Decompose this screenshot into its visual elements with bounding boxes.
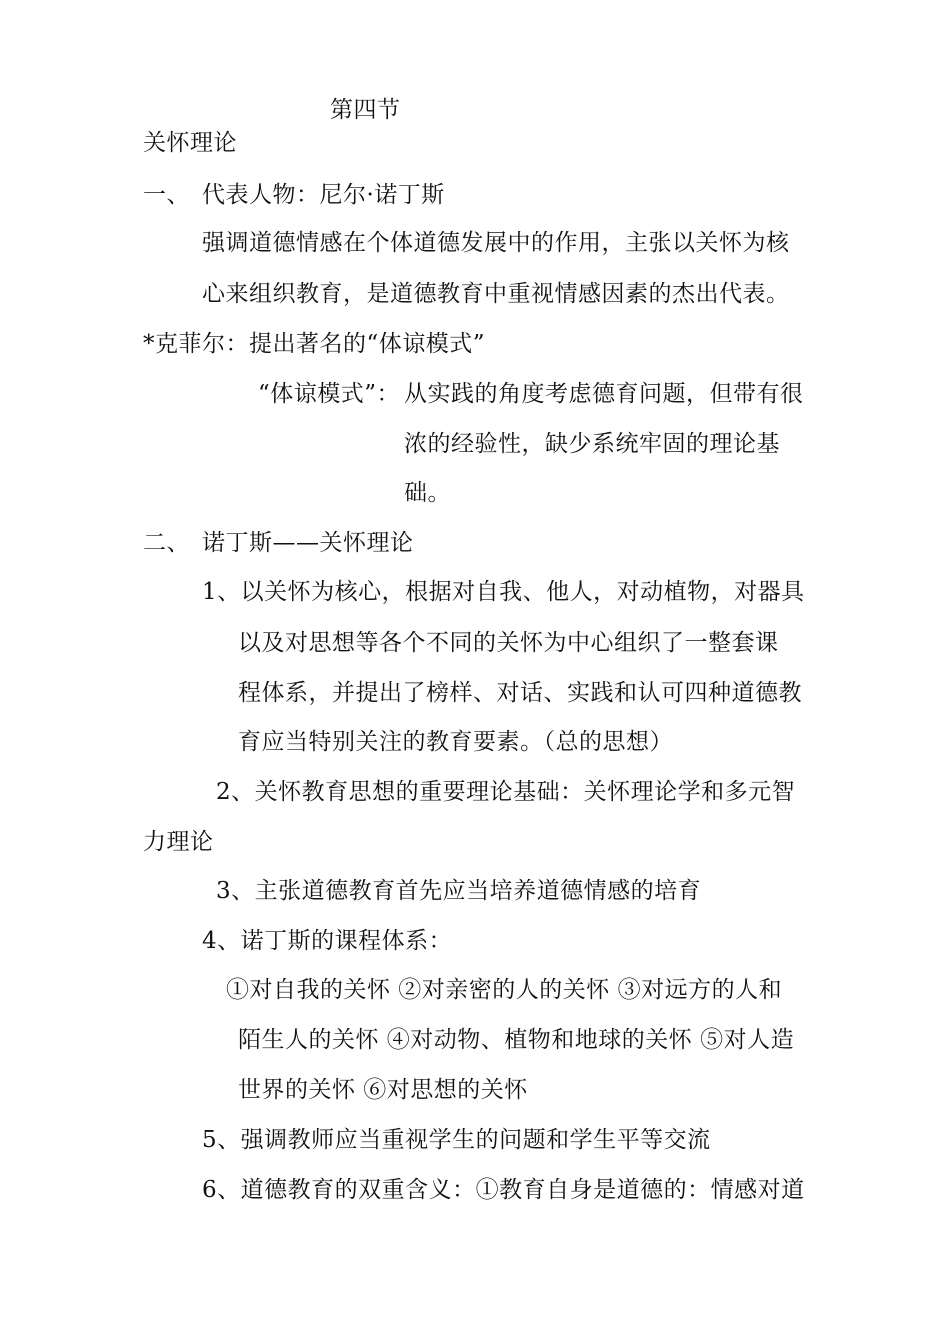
list-item-2-line: 力理论 [143,829,214,855]
curriculum-line: 世界的关怀 ⑥对思想的关怀 [238,1077,528,1103]
section-heading: 第四节 [330,97,401,123]
list-item-6: 6、道德教育的双重含义：①教育自身是道德的：情感对道 [202,1177,805,1203]
heading-2-number: 二、 [143,530,190,556]
kohlberg-note: *克菲尔：提出著名的“体谅模式” [143,331,486,357]
list-item-1-line: 1、以关怀为核心，根据对自我、他人，对动植物，对器具 [202,579,805,605]
list-item-1-line: 育应当特别关注的教育要素。（总的思想） [238,729,673,755]
list-item-4: 4、诺丁斯的课程体系： [202,928,453,954]
curriculum-line: ①对自我的关怀 ②对亲密的人的关怀 ③对远方的人和 [226,977,783,1003]
list-item-5: 5、强调教师应当重视学生的问题和学生平等交流 [202,1127,711,1153]
paragraph-line: 心来组织教育，是道德教育中重视情感因素的杰出代表。 [202,281,790,307]
heading-2-text: 诺丁斯——关怀理论 [202,530,414,556]
list-item-1-line: 以及对思想等各个不同的关怀为中心组织了一整套课 [238,630,779,656]
model-definition-line: 浓的经验性，缺少系统牢固的理论基 [404,431,780,457]
curriculum-line: 陌生人的关怀 ④对动物、植物和地球的关怀 ⑤对人造 [238,1027,795,1053]
list-item-2-line: 2、关怀教育思想的重要理论基础：关怀理论学和多元智 [216,779,796,805]
page-title: 关怀理论 [143,130,237,156]
list-item-3: 3、主张道德教育首先应当培养道德情感的培育 [216,878,702,904]
list-item-1-line: 程体系，并提出了榜样、对话、实践和认可四种道德教 [238,680,802,706]
model-definition-line: 础。 [404,480,451,506]
model-label: “体谅模式”： [258,381,401,407]
heading-1-text: 代表人物：尼尔·诺丁斯 [202,182,445,208]
heading-1-number: 一、 [143,182,190,208]
paragraph-line: 强调道德情感在个体道德发展中的作用，主张以关怀为核 [202,230,790,256]
model-definition-line: 从实践的角度考虑德育问题，但带有很 [404,381,804,407]
